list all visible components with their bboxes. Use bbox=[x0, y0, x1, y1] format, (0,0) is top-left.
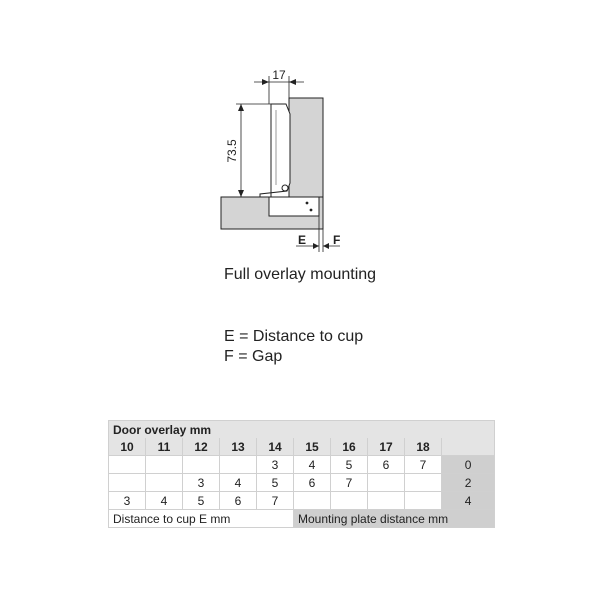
overlay-header: 13 bbox=[220, 438, 257, 456]
dim-73-arrow-bottom bbox=[238, 190, 244, 197]
table-cell bbox=[368, 492, 405, 510]
table-cell bbox=[331, 492, 368, 510]
table-cell: 5 bbox=[183, 492, 220, 510]
plate-distance-cell: 4 bbox=[442, 492, 495, 510]
table-cell bbox=[146, 456, 183, 474]
legend-e: E = Distance to cup bbox=[224, 328, 364, 345]
dim-73-label: 73.5 bbox=[225, 139, 239, 163]
table-cell: 7 bbox=[257, 492, 294, 510]
plate-header-blank bbox=[442, 438, 495, 456]
overlay-header: 18 bbox=[405, 438, 442, 456]
table-cell bbox=[109, 474, 146, 492]
table-cell: 3 bbox=[183, 474, 220, 492]
hinge-screw bbox=[282, 185, 288, 191]
dim-e-arrow bbox=[313, 243, 319, 249]
dim-f-label: F bbox=[333, 233, 341, 247]
hinge-cup bbox=[269, 197, 319, 216]
table-cell: 5 bbox=[331, 456, 368, 474]
table-cell bbox=[220, 456, 257, 474]
overlay-header: 17 bbox=[368, 438, 405, 456]
dim-17-arrow-right bbox=[289, 79, 296, 85]
table-cell: 3 bbox=[257, 456, 294, 474]
cup-screw-2 bbox=[310, 209, 313, 212]
table-header-row bbox=[109, 438, 495, 456]
table-row bbox=[109, 456, 495, 474]
footer-distance-to-cup: Distance to cup E mm bbox=[109, 510, 294, 528]
table-cell bbox=[109, 456, 146, 474]
plate-distance-cell: 0 bbox=[442, 456, 495, 474]
table-cell: 6 bbox=[294, 474, 331, 492]
diagram-caption: Full overlay mounting bbox=[224, 266, 377, 283]
table-cell: 7 bbox=[331, 474, 368, 492]
table-row bbox=[109, 492, 495, 510]
footer-mounting-plate: Mounting plate distance mm bbox=[294, 510, 495, 528]
dim-e-label: E bbox=[298, 233, 307, 247]
overlay-header: 12 bbox=[183, 438, 220, 456]
legend-f: F = Gap bbox=[224, 348, 283, 365]
table-cell: 6 bbox=[368, 456, 405, 474]
hinge-arm bbox=[260, 104, 290, 197]
table-cell bbox=[294, 492, 331, 510]
table-title-row bbox=[109, 421, 495, 439]
table-row bbox=[109, 474, 495, 492]
table-title: Door overlay mm bbox=[109, 421, 495, 439]
overlay-header: 15 bbox=[294, 438, 331, 456]
dim-73-arrow-top bbox=[238, 104, 244, 111]
table-cell bbox=[405, 492, 442, 510]
table-cell: 5 bbox=[257, 474, 294, 492]
overlay-header: 16 bbox=[331, 438, 368, 456]
table-cell: 3 bbox=[109, 492, 146, 510]
table-cell bbox=[146, 474, 183, 492]
table-cell bbox=[183, 456, 220, 474]
table-cell bbox=[405, 474, 442, 492]
dim-17-label: 17 bbox=[272, 68, 286, 82]
door-overlay-table bbox=[108, 420, 495, 528]
table-cell bbox=[368, 474, 405, 492]
cup-screw-1 bbox=[306, 202, 309, 205]
overlay-header: 10 bbox=[109, 438, 146, 456]
table-cell: 4 bbox=[294, 456, 331, 474]
table-cell: 7 bbox=[405, 456, 442, 474]
dim-f-arrow bbox=[323, 243, 329, 249]
table-cell: 4 bbox=[220, 474, 257, 492]
overlay-header: 14 bbox=[257, 438, 294, 456]
table-footer-row bbox=[109, 510, 495, 528]
table-cell: 6 bbox=[220, 492, 257, 510]
dim-17-arrow-left bbox=[262, 79, 269, 85]
plate-distance-cell: 2 bbox=[442, 474, 495, 492]
overlay-header: 11 bbox=[146, 438, 183, 456]
table-cell: 4 bbox=[146, 492, 183, 510]
cabinet-side-panel bbox=[289, 98, 323, 197]
